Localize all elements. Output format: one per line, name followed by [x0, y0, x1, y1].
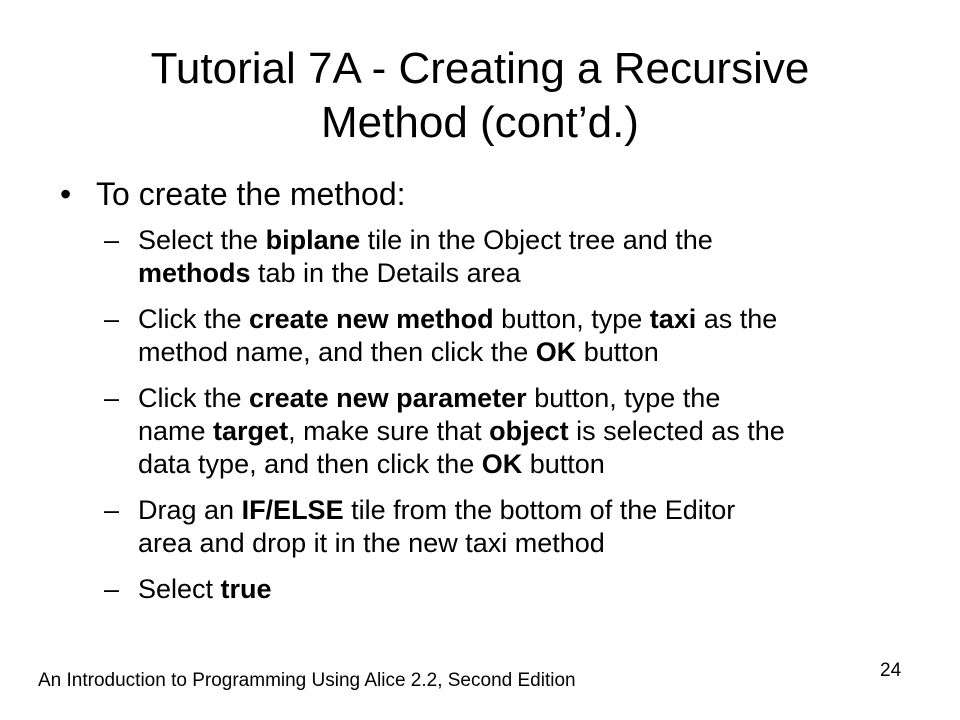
sub-bullet-text: tile in the Object tree and the — [360, 225, 713, 255]
sub-bullet-item — [60, 382, 920, 481]
dash-marker: – — [104, 495, 120, 525]
bullet-text: To create the method: — [96, 176, 406, 212]
sub-bullet-text: area and drop it in the new taxi method — [138, 528, 605, 558]
sub-bullet-text: name — [138, 416, 214, 446]
bullet-marker: • — [60, 176, 72, 212]
bullet-item — [60, 174, 920, 214]
sub-bullet-line — [138, 303, 920, 336]
footer-text: An Introduction to Programming Using Alice 2.2, Second Edition — [38, 670, 576, 691]
bold-term: biplane — [265, 225, 361, 255]
sub-bullet-text: data type, and then click the — [138, 449, 482, 479]
sub-bullet-text: is selected as the — [568, 416, 785, 446]
sub-bullet-text: , make sure that — [288, 416, 490, 446]
slide-title-line-1: Tutorial 7A - Creating a Recursive — [150, 44, 810, 93]
sub-bullet-text: Click the — [138, 383, 250, 413]
bullet-list — [60, 174, 920, 619]
sub-bullet-text: Drag an — [138, 495, 242, 525]
dash-marker: – — [104, 383, 120, 413]
sub-bullet-text: Click the — [138, 304, 250, 334]
sub-bullet-line — [138, 448, 920, 481]
sub-bullet-text: Select — [138, 574, 221, 604]
sub-bullet-line — [138, 494, 920, 527]
page-number: 24 — [880, 660, 902, 681]
sub-bullet-text: as the — [696, 304, 778, 334]
sub-bullet-text: button, type the — [526, 383, 721, 413]
bold-term: OK — [481, 449, 523, 479]
sub-bullet-line — [138, 573, 920, 606]
sub-bullet-text: button, type — [493, 304, 650, 334]
dash-marker: – — [104, 574, 120, 604]
sub-bullet-text: Select the — [138, 225, 266, 255]
bold-term: OK — [535, 337, 577, 367]
sub-bullet-item — [60, 224, 920, 290]
bold-term: IF/ELSE — [241, 495, 344, 525]
dash-marker: – — [104, 304, 120, 334]
sub-bullet-line — [138, 257, 920, 290]
bold-term: taxi — [649, 304, 697, 334]
sub-bullet-item — [60, 573, 920, 606]
sub-bullet-text: tab in the Details area — [250, 258, 521, 288]
sub-bullet-item — [60, 303, 920, 369]
sub-bullet-item — [60, 494, 920, 560]
dash-marker: – — [104, 225, 120, 255]
sub-bullet-list — [60, 224, 920, 606]
bold-term: methods — [138, 258, 251, 288]
bold-term: create new parameter — [249, 383, 527, 413]
bold-term: create new method — [249, 304, 494, 334]
sub-bullet-text: method name, and then click the — [138, 337, 536, 367]
sub-bullet-line — [138, 415, 920, 448]
sub-bullet-text: button — [576, 337, 659, 367]
sub-bullet-text: button — [522, 449, 605, 479]
bold-term: object — [489, 416, 569, 446]
bold-term: target — [213, 416, 289, 446]
sub-bullet-line — [138, 527, 920, 560]
slide-title — [60, 42, 900, 150]
sub-bullet-line — [138, 224, 920, 257]
sub-bullet-line — [138, 336, 920, 369]
slide-title-line-2: Method (cont’d.) — [321, 98, 639, 147]
sub-bullet-text: tile from the bottom of the Editor — [343, 495, 736, 525]
bold-term: true — [220, 574, 272, 604]
sub-bullet-line — [138, 382, 920, 415]
